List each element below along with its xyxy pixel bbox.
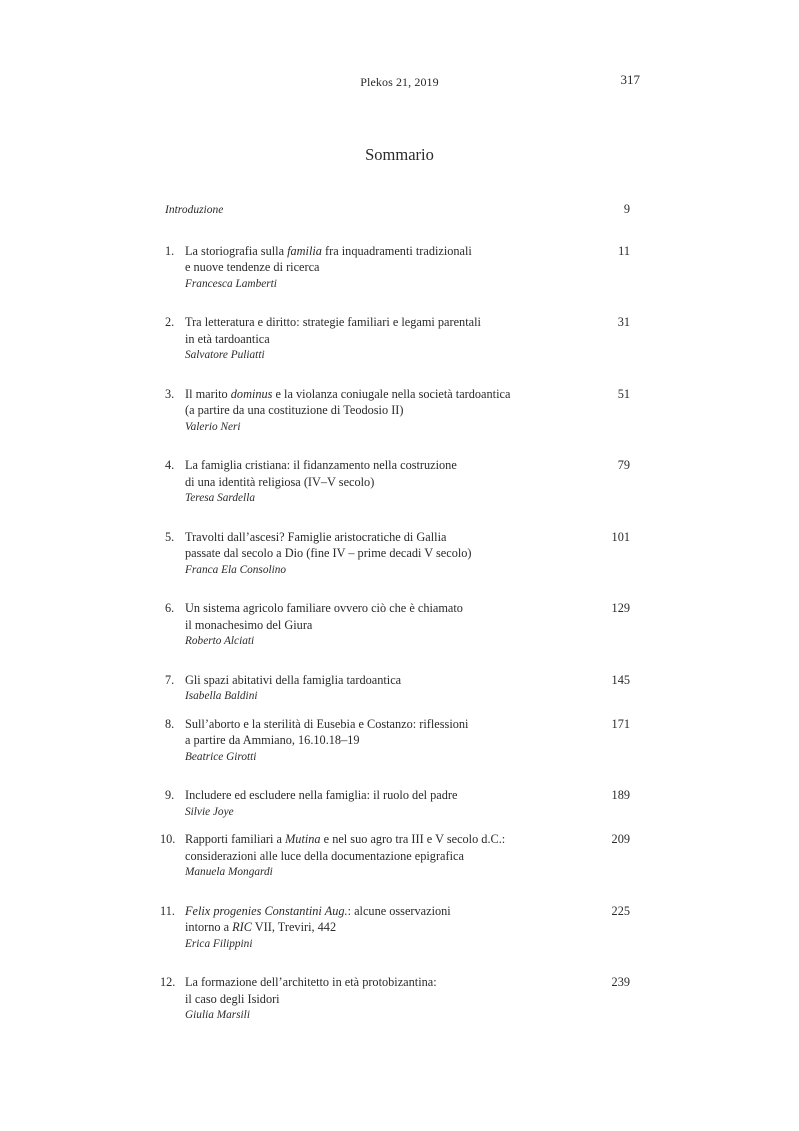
toc-entry-title-line	[185, 331, 630, 348]
toc-entry	[165, 716, 630, 766]
toc-entry-number: 4.	[165, 458, 175, 472]
toc-entry-title-text: (a partire da una costituzione di Teodosio II)	[185, 403, 404, 417]
toc-entry-author: Roberto Alciati	[185, 635, 255, 647]
toc-entry-title-line	[185, 991, 630, 1008]
toc-entry-author: Manuela Mongardi	[185, 866, 273, 878]
toc-entry-author: Valerio Neri	[185, 420, 241, 433]
running-head: Plekos 21, 2019	[360, 75, 439, 89]
toc-entry-title-text: il monachesimo del Giura	[185, 617, 313, 632]
toc-entry-number: 3.	[165, 386, 175, 401]
toc-entry-title-text: La storiografia sulla	[185, 243, 288, 258]
toc-entry-title-line	[185, 600, 630, 617]
toc-entry	[160, 903, 630, 953]
toc-entry-page: 225	[611, 903, 630, 918]
toc-entry-author: Beatrice Girotti	[185, 750, 257, 763]
toc-entry-page: 239	[611, 975, 630, 989]
toc-entry	[165, 529, 630, 579]
toc-entry-number: 6.	[165, 601, 175, 615]
toc-entry-page: 101	[611, 529, 630, 544]
toc-entry-title-text: e nuove tendenze di ricerca	[185, 260, 320, 274]
toc-entry-title-text: Sull’aborto e la sterilità di Eusebia e Costanzo: riflessioni	[185, 716, 469, 731]
toc-entry-author: Silvie Joye	[185, 805, 234, 818]
toc-entry-title-text: Gli spazi abitativi della famiglia tardoantica	[185, 672, 402, 687]
toc-entry-title-line	[185, 617, 630, 634]
toc-entry-title-text: di una identità religiosa (IV–V secolo)	[185, 474, 375, 489]
toc-entry-number: 9.	[165, 788, 175, 802]
toc-entry-title-line	[185, 848, 630, 865]
toc-entry-page: 171	[611, 716, 630, 731]
toc-entry	[160, 974, 630, 1024]
toc-entry-title-text: intorno a	[185, 920, 233, 934]
toc-entry-title-text: il caso degli Isidori	[185, 991, 280, 1006]
toc-entry-page: 79	[617, 458, 630, 472]
toc-entry-number: 10.	[160, 832, 176, 846]
page-number: 317	[620, 72, 640, 87]
toc-entry-page: 31	[617, 315, 630, 329]
toc-entry	[165, 457, 630, 507]
toc-entry-title-text: Un sistema agricolo familiare ovvero ciò che è chiamato	[185, 601, 463, 615]
toc-entry-title-line	[185, 545, 630, 562]
toc-entry-title-italic: Felix progenies Constantini Aug.	[185, 903, 348, 918]
toc-entry-title-text: passate dal secolo a Dio (fine IV – prime decadi V secolo)	[185, 546, 472, 560]
toc-entry-author: Teresa Sardella	[185, 492, 255, 504]
toc-entry-title-text: in età tardoantica	[185, 331, 270, 346]
toc-entry	[165, 600, 630, 650]
toc-entry	[165, 787, 630, 820]
toc-entry-author: Erica Filippini	[185, 937, 253, 950]
toc-entry-title-text: Rapporti familiari a	[185, 832, 286, 846]
toc-entry-title-italic: familia	[287, 243, 322, 258]
toc-entry-page: 51	[617, 386, 630, 401]
toc-entry-title-text: fra inquadramenti tradizionali	[321, 243, 472, 258]
toc-entry-title-line	[185, 919, 630, 936]
toc-entry-introduction	[165, 201, 630, 219]
toc-entry-title-line	[185, 243, 630, 260]
page-title: Sommario	[365, 145, 434, 164]
toc-entry-title-line	[185, 474, 630, 491]
toc-entry-title-text: Travolti dall’ascesi? Famiglie aristocratiche di Gallia	[185, 529, 447, 544]
toc-entry-page: 9	[623, 202, 630, 216]
toc-entry	[165, 672, 630, 705]
toc-entry-page: 129	[611, 601, 630, 615]
toc-entry-title-text: La famiglia cristiana: il fidanzamento nella costruzione	[185, 458, 457, 472]
toc-entry-title-line	[185, 732, 630, 749]
toc-entry-title-line	[185, 402, 630, 419]
toc-entry-title-line	[185, 259, 630, 276]
toc-entry-title-text: e nel suo agro tra III e V secolo d.C.:	[320, 832, 506, 846]
toc-entry-title-italic: Mutina	[285, 832, 321, 846]
toc-entry	[165, 243, 630, 293]
toc-entry-author: Isabella Baldini	[185, 690, 258, 702]
toc-entry	[160, 831, 630, 881]
toc-entry-page: 11	[618, 243, 630, 258]
toc-entry-title-text: : alcune osservazioni	[347, 903, 451, 918]
table-of-contents	[160, 201, 630, 1046]
toc-entry-author: Francesca Lamberti	[185, 277, 277, 290]
toc-entry-number: 7.	[165, 672, 175, 687]
toc-entry-title-line	[185, 903, 630, 920]
toc-entry-title-text: Includere ed escludere nella famiglia: il ruolo del padre	[185, 788, 458, 802]
toc-entry-title-text: Il marito	[185, 386, 231, 401]
toc-entry-title-text: e la violanza coniugale nella società tardoantica	[272, 386, 511, 401]
toc-entry-title-italic: dominus	[230, 386, 273, 401]
toc-entry-page: 209	[611, 832, 630, 846]
toc-entry-author: Giulia Marsili	[185, 1009, 250, 1021]
toc-entry	[165, 386, 630, 436]
toc-entry-page: 145	[611, 672, 630, 687]
toc-entry-title: Introduzione	[165, 204, 224, 216]
toc-entry	[165, 314, 630, 364]
toc-entry-number: 8.	[165, 716, 175, 731]
toc-entry-number: 11.	[160, 903, 175, 918]
toc-entry-number: 5.	[165, 529, 175, 544]
toc-entry-page: 189	[611, 788, 630, 802]
toc-entry-number: 1.	[165, 243, 175, 258]
toc-entry-number: 2.	[165, 315, 175, 329]
toc-entry-title-line	[185, 386, 630, 403]
toc-entry-title-line	[185, 314, 630, 331]
toc-entry-title-text: a partire da Ammiano, 16.10.18–19	[185, 733, 360, 747]
toc-entry-author: Franca Ela Consolino	[185, 563, 287, 576]
toc-entry-title-line	[185, 457, 630, 474]
toc-entry-title-line	[185, 974, 630, 991]
toc-entry-title-line	[185, 831, 630, 848]
toc-entry-title-line	[185, 716, 630, 733]
toc-entry-title-text: VII, Treviri, 442	[251, 920, 337, 934]
toc-entry-title-line	[185, 787, 630, 804]
toc-entry-title-italic: RIC	[232, 920, 252, 934]
toc-entry-number: 12.	[160, 975, 176, 989]
toc-entry-title-line	[185, 672, 630, 689]
toc-entry-title-text: Tra letteratura e diritto: strategie familiari e legami parentali	[185, 315, 481, 329]
toc-entry-title-line	[185, 529, 630, 546]
toc-entry-title-text: considerazioni alle luce della documentazione epigrafica	[185, 848, 464, 863]
toc-entry-title-text: La formazione dell’architetto in età protobizantina:	[185, 975, 437, 989]
toc-entry-author: Salvatore Puliatti	[185, 349, 265, 361]
